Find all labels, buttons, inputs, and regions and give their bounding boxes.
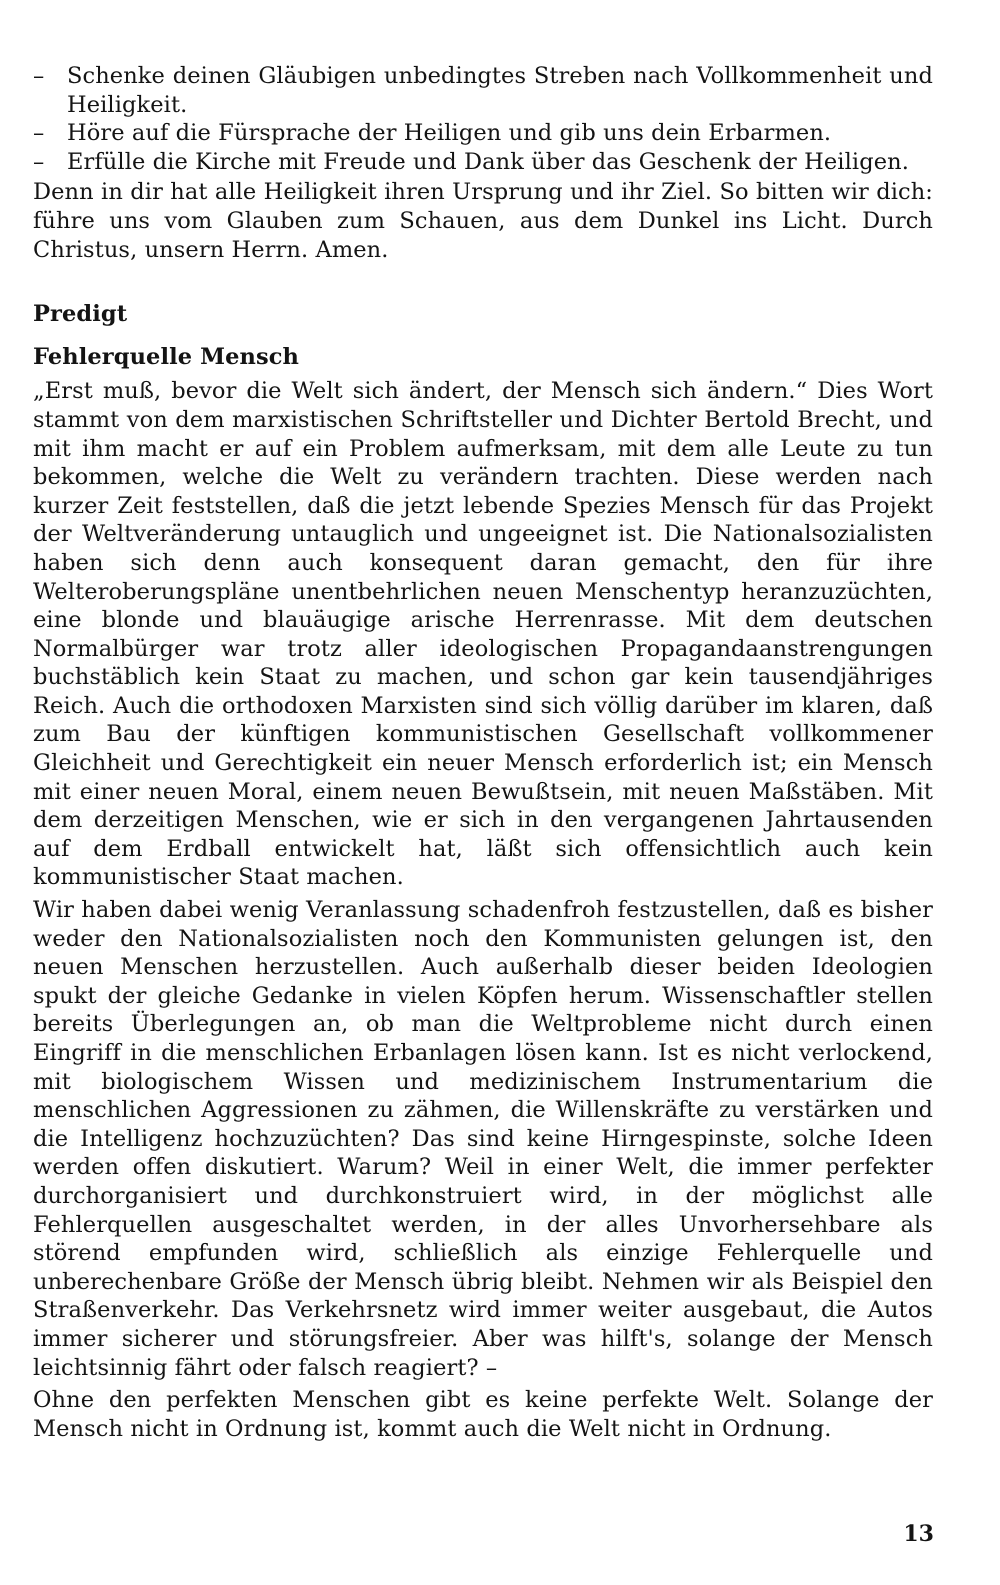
- bullet-dash: –: [33, 148, 45, 175]
- bullet-dash: –: [33, 63, 45, 89]
- sermon-title: Fehlerquelle Mensch: [33, 343, 299, 370]
- intercession-text: Schenke deinen Gläubigen unbedingtes Streben nach Vollkommenheit und Heiligkeit.: [67, 63, 933, 118]
- body-paragraph: „Erst muß, bevor die Welt sich ändert, der Mensch sich ändern.“ Dies Wort stammt von dem marxistischen Schriftsteller und Dichter Bertold Brecht, und mit ihm macht er auf ein Problem aufmerksam, mit dem alle Leute zu tun bekommen, welche die Welt zu verändern trachten. Diese werden nach kurzer Zeit feststellen, daß die jetzt lebende Spezies Mensch für das Projekt der Weltveränderung untauglich und ungeeignet ist. Die Nationalsozialisten haben sich denn auch konsequent daran gemacht, den für ihre Welteroberungspläne unentbehrlichen neuen Menschentyp heranzuzüchten, eine blonde und blauäugige arische Herrenrasse. Mit dem deutschen Normalbürger war trotz aller ideologischen Propagandaanstrengungen buchstäblich kein Staat zu machen, und schon gar kein tausendjähriges Reich. Auch die orthodoxen Marxisten sind sich völlig darüber im klaren, daß zum Bau der künftigen kommunistischen Gesellschaft vollkommener Gleichheit und Gerechtigkeit ein neuer Mensch erforderlich ist; ein Mensch mit einer neuen Moral, einem neuen Bewußtsein, mit neuen Maßstäben. Mit dem derzeitigen Menschen, wie er sich in den vergangenen Jahrtausenden auf dem Erdball entwickelt hat, läßt sich offensichtlich auch kein kommunistischer Staat machen.: [33, 378, 933, 891]
- page-number: 13: [903, 1521, 934, 1547]
- prayer-closing: Denn in dir hat alle Heiligkeit ihren Ursprung und ihr Ziel. So bitten wir dich: führe uns vom Glauben zum Schauen, aus dem Dunkel ins Licht. Durch Christus, unsern Herrn. Amen.: [33, 179, 933, 263]
- section-heading: Predigt: [33, 301, 128, 328]
- intercession-text: Höre auf die Fürsprache der Heiligen und gib uns dein Erbarmen.: [67, 120, 832, 147]
- page-body: [33, 62, 933, 1447]
- intercession-item: [33, 62, 933, 119]
- body-paragraph: Wir haben dabei wenig Veranlassung schadenfroh festzustellen, daß es bisher weder den Nationalsozialisten noch den Kommunisten gelungen ist, den neuen Menschen herzustellen. Auch außerhalb dieser beiden Ideologien spukt der gleiche Gedanke in vielen Köpfen herum. Wissenschaftler stellen bereits Überlegungen an, ob man die Weltprobleme nicht durch einen Eingriff in die menschlichen Erbanlagen lösen kann. Ist es nicht verlockend, mit biologischem Wissen und medizinischem Instrumentarium die menschlichen Aggressionen zu zähmen, die Willenskräfte zu verstärken und die Intelligenz hochzuzüchten? Das sind keine Hirngespinste, solche Ideen werden offen diskutiert. Warum? Weil in einer Welt, die immer perfekter durchorganisiert und durchkonstruiert wird, in der möglichst alle Fehlerquellen ausgeschaltet werden, in der alles Unvorhersehbare als störend empfunden wird, schließlich als einzige Fehlerquelle und unberechenbare Größe der Mensch übrig bleibt. Nehmen wir als Beispiel den Straßenverkehr. Das Verkehrsnetz wird immer weiter ausgebaut, die Autos immer sicherer und störungsfreier. Aber was hilft's, solange der Mensch leichtsinnig fährt oder falsch reagiert? –: [33, 897, 933, 1381]
- bullet-dash: –: [33, 120, 45, 147]
- intercession-text: Erfülle die Kirche mit Freude und Dank über das Geschenk der Heiligen.: [67, 148, 909, 175]
- intercession-item: [33, 148, 933, 177]
- intercession-item: [33, 119, 933, 148]
- body-paragraph: Ohne den perfekten Menschen gibt es keine perfekte Welt. Solange der Mensch nicht in Ordnung ist, kommt auch die Welt nicht in Ordnung.: [33, 1387, 933, 1442]
